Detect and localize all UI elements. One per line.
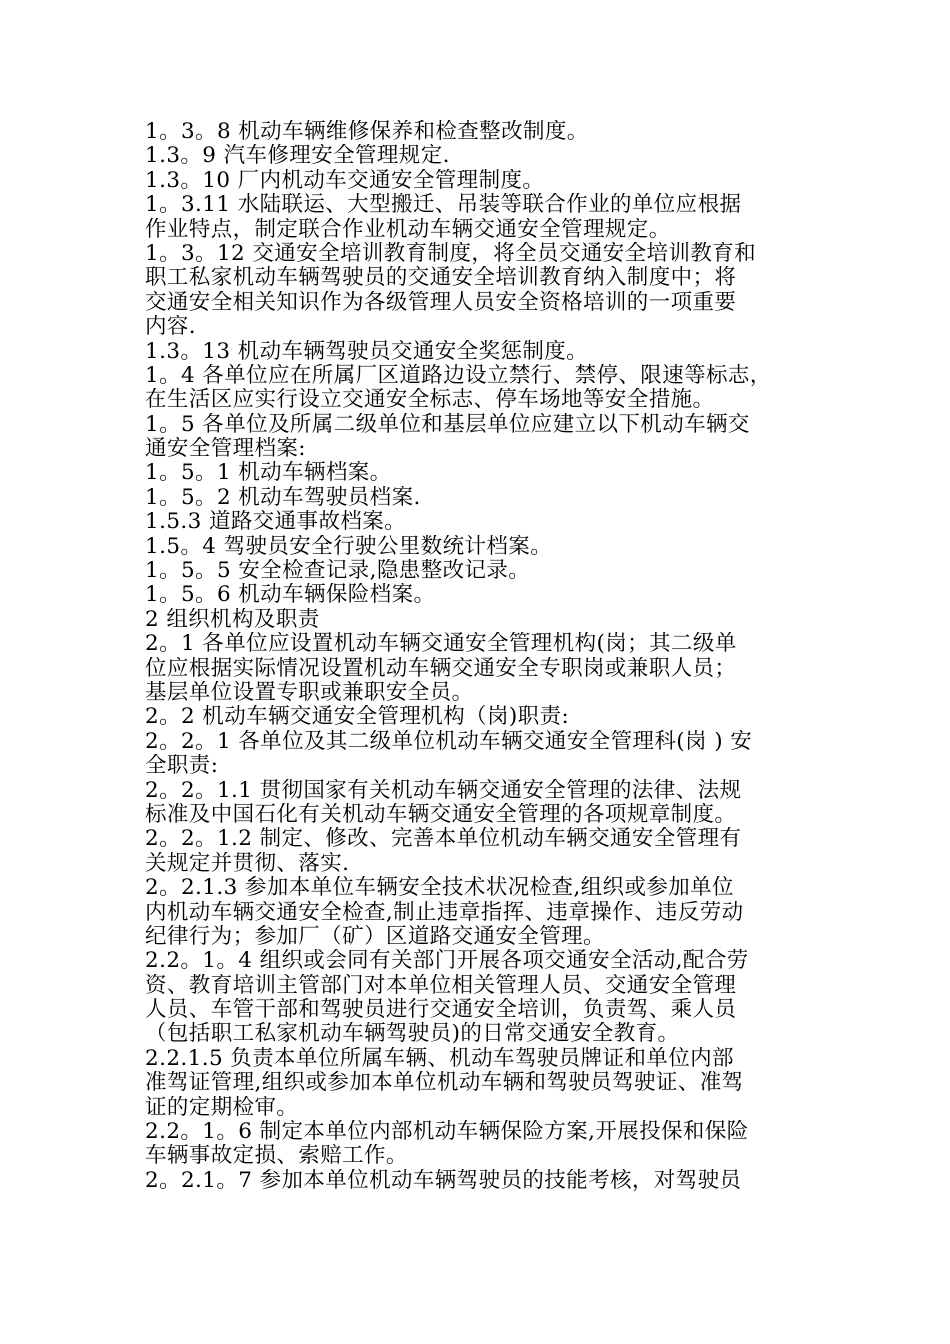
text-line: 职工私家机动车辆驾驶员的交通安全培训教育纳入制度中；将: [145, 266, 737, 291]
text-line: 在生活区应实行设立交通安全标志、停车场地等安全措施。: [145, 388, 715, 413]
text-line: 1。5。5 安全检查记录,隐患整改记录。: [145, 559, 531, 584]
text-line: 1。4 各单位应在所属厂区道路边设立禁行、禁停、限速等标志，: [145, 363, 772, 388]
text-line: 1.3。9 汽车修理安全管理规定.: [145, 144, 450, 169]
text-line: 作业特点，制定联合作业机动车辆交通安全管理规定。: [145, 217, 671, 242]
text-line: 1。3。12 交通安全培训教育制度，将全员交通安全培训教育和: [145, 241, 757, 266]
text-line: 2。2。1.2 制定、修改、完善本单位机动车辆交通安全管理有: [145, 827, 742, 852]
text-line: 2.2。1。6 制定本单位内部机动车辆保险方案,开展投保和保险: [145, 1120, 749, 1145]
text-line: 人员、车管干部和驾驶员进行交通安全培训，负责驾、乘人员: [145, 998, 737, 1023]
text-line: 1.5.3 道路交通事故档案。: [145, 510, 407, 535]
text-line: （包括职工私家机动车辆驾驶员)的日常交通安全教育。: [145, 1022, 680, 1047]
text-line: 交通安全相关知识作为各级管理人员安全资格培训的一项重要: [145, 290, 737, 315]
text-line: 2。1 各单位应设置机动车辆交通安全管理机构(岗；其二级单: [145, 632, 737, 657]
text-line: 全职责:: [145, 754, 219, 779]
text-line: 基层单位设置专职或兼职安全员。: [145, 680, 474, 705]
text-line: 资、教育培训主管部门对本单位相关管理人员、交通安全管理: [145, 973, 737, 998]
text-line: 2。2.1。7 参加本单位机动车辆驾驶员的技能考核，对驾驶员: [145, 1168, 742, 1193]
text-line: 车辆事故定损、索赔工作。: [145, 1144, 408, 1169]
text-line: 1。3.11 水陆联运、大型搬迁、吊装等联合作业的单位应根据: [145, 193, 742, 218]
text-line: 2.2。1。4 组织或会同有关部门开展各项交通安全活动,配合劳: [145, 949, 749, 974]
text-line: 1。5 各单位及所属二级单位和基层单位应建立以下机动车辆交: [145, 412, 750, 437]
text-line: 标准及中国石化有关机动车辆交通安全管理的各项规章制度。: [145, 802, 737, 827]
text-line: 内机动车辆交通安全检查,制止违章指挥、违章操作、违反劳动: [145, 900, 744, 925]
text-line: 证的定期检审。: [145, 1095, 299, 1120]
text-line: 2。2 机动车辆交通安全管理机构（岗)职责:: [145, 705, 570, 730]
text-line: 1.5。4 驾驶员安全行驶公里数统计档案。: [145, 534, 553, 559]
section-heading: 2 组织机构及职责: [145, 607, 320, 632]
text-line: 2。2.1.3 参加本单位车辆安全技术状况检查,组织或参加单位: [145, 876, 734, 901]
text-line: 1.3。13 机动车辆驾驶员交通安全奖惩制度。: [145, 339, 589, 364]
text-line: 1。5。2 机动车驾驶员档案.: [145, 485, 421, 510]
document-body: [145, 120, 815, 1193]
text-line: 1。3。8 机动车辆维修保养和检查整改制度。: [145, 120, 589, 144]
text-line: 2。2。1.1 贯彻国家有关机动车辆交通安全管理的法律、法规: [145, 778, 742, 803]
text-line: 纪律行为；参加厂（矿）区道路交通安全管理。: [145, 924, 605, 949]
text-line: 1.3。10 厂内机动车交通安全管理制度。: [145, 168, 545, 193]
text-line: 内容.: [145, 315, 197, 340]
text-line: 位应根据实际情况设置机动车辆交通安全专职岗或兼职人员；: [145, 656, 737, 681]
text-line: 2。2。1 各单位及其二级单位机动车辆交通安全管理科(岗 ) 安: [145, 729, 753, 754]
text-line: 准驾证管理,组织或参加本单位机动车辆和驾驶员驾驶证、准驾: [145, 1071, 744, 1096]
text-line: 通安全管理档案:: [145, 437, 306, 462]
text-line: 1。5。1 机动车辆档案。: [145, 461, 392, 486]
text-line: 2.2.1.5 负责本单位所属车辆、机动车驾驶员牌证和单位内部: [145, 1046, 734, 1071]
text-line: 关规定并贯彻、落实.: [145, 851, 350, 876]
text-line: 1。5。6 机动车辆保险档案。: [145, 583, 436, 608]
